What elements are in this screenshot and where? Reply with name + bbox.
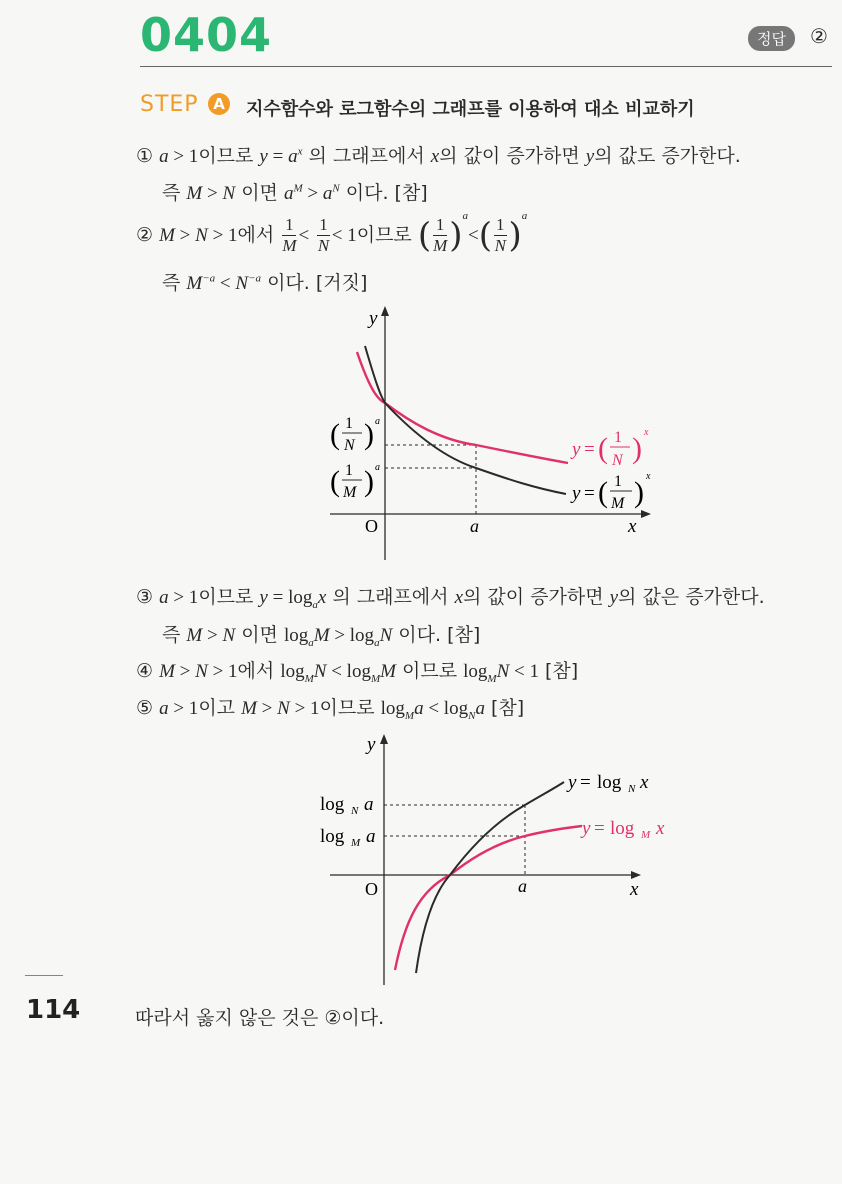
step-letter-badge: A [208,93,230,115]
y-axis-label: y [367,734,376,755]
svg-text:M: M [611,495,625,512]
exponential-graph [320,300,660,560]
svg-text:y: y [572,483,581,504]
svg-text:N: N [344,437,355,454]
svg-text:=: = [580,772,591,793]
step-title: 지수함수와 로그함수의 그래프를 이용하여 대소 비교하기 [246,99,695,120]
answer-value: ② [810,24,828,48]
svg-text:a: a [366,826,376,847]
svg-text:(: ( [330,418,340,451]
svg-text:M: M [351,837,361,849]
statement-3-conclusion: 즉 M > N 이면 $\log_aM > \log_aN$ 이다. [참] [162,624,481,649]
svg-text:1: 1 [614,473,622,490]
tick-logN-a [320,794,374,817]
svg-text:): ) [634,476,644,509]
svg-text:log: log [320,826,345,847]
x-mark-a: a [470,516,479,536]
label-y-equals-logN-x [566,772,649,795]
svg-text:y: y [572,439,581,460]
tick-logM-a [320,826,376,849]
svg-text:): ) [632,432,642,465]
answer-badge: 정답 [748,26,795,51]
svg-text:x: x [646,471,651,482]
statement-5: ⑤ a > 1이고 M > N > 1이므로 $\log_Ma < \log_Na$ [참] [136,697,525,722]
label-y-equals-one-over-M-power-x [570,471,651,512]
svg-text:log: log [610,818,635,839]
label-y-equals-one-over-N-power-x [570,427,649,469]
header-divider [140,66,832,67]
x-axis-label: x [628,516,637,537]
statement-2-conclusion: 즉 $M^{-a} < N^{-a}$ 이다. [거짓] [162,272,368,294]
svg-text:=: = [584,483,595,504]
svg-text:(: ( [330,465,340,498]
problem-number: 0404 [140,8,273,62]
x-axis-arrow [631,871,641,879]
statement-4: ④ M > N > 1에서 $\log_MN < \log_MM$ 이므로 $\log_MN < 1$ [참] [136,660,579,685]
curve-logM [395,826,582,970]
statement-1: ① a > 1이므로 $y = a^x$ 의 그래프에서 x의 값이 증가하면 y의 값도 증가한다. [136,145,741,167]
svg-text:1: 1 [345,415,353,432]
svg-text:=: = [584,439,595,460]
tick-one-over-N-power-a [330,415,380,454]
svg-text:x: x [640,772,649,793]
page-number-accent [25,975,63,976]
svg-text:log: log [320,794,345,815]
origin-label: O [365,516,378,536]
svg-text:N: N [351,805,359,817]
svg-text:1: 1 [345,462,353,479]
step-label: STEP [140,92,199,117]
y-axis-arrow [381,306,389,316]
label-y-equals-logM-x [580,818,665,841]
svg-text:log: log [597,772,622,793]
logarithm-graph [310,730,690,990]
svg-text:a: a [375,416,380,427]
svg-text:x: x [644,427,649,438]
origin-label: O [365,879,378,899]
svg-text:): ) [364,465,374,498]
x-axis-arrow [641,510,651,518]
svg-text:(: ( [598,432,608,465]
svg-text:): ) [364,418,374,451]
statement-3: ③ a > 1이므로 $y = \log_ax$ 의 그래프에서 x의 값이 증가하면 y의 값은 증가한다. [136,586,765,611]
svg-text:y: y [568,772,577,793]
page-number: 114 [26,995,81,1025]
svg-text:x: x [656,818,665,839]
tick-one-over-M-power-a [330,462,380,501]
x-mark-a: a [518,876,527,896]
statement-2: ② M > N > 1에서 $\frac{1}{M}$ < $\frac{1}{N}$ < 1이므로 ( $\frac{1}{M}$ )$^a$<( $\frac{1}{N}$ )$^a$ [136,210,528,256]
curve-logN [416,782,564,973]
svg-text:y: y [582,818,591,839]
svg-text:M: M [641,829,651,841]
curve-one-over-M [365,346,566,494]
statement-1-conclusion: 즉 M > N 이면 $a^M > a^N$ 이다. [참] [162,182,428,204]
svg-text:1: 1 [614,429,622,446]
svg-text:a: a [375,462,380,473]
svg-text:N: N [628,783,636,795]
svg-text:=: = [594,818,605,839]
y-axis-arrow [380,734,388,744]
x-axis-label: x [630,879,639,900]
conclusion-text: 따라서 옳지 않은 것은 ②이다. [135,1007,385,1029]
y-axis-label: y [369,308,378,329]
svg-text:(: ( [598,476,608,509]
svg-text:M: M [343,484,357,501]
svg-text:N: N [612,452,623,469]
svg-text:a: a [364,794,374,815]
